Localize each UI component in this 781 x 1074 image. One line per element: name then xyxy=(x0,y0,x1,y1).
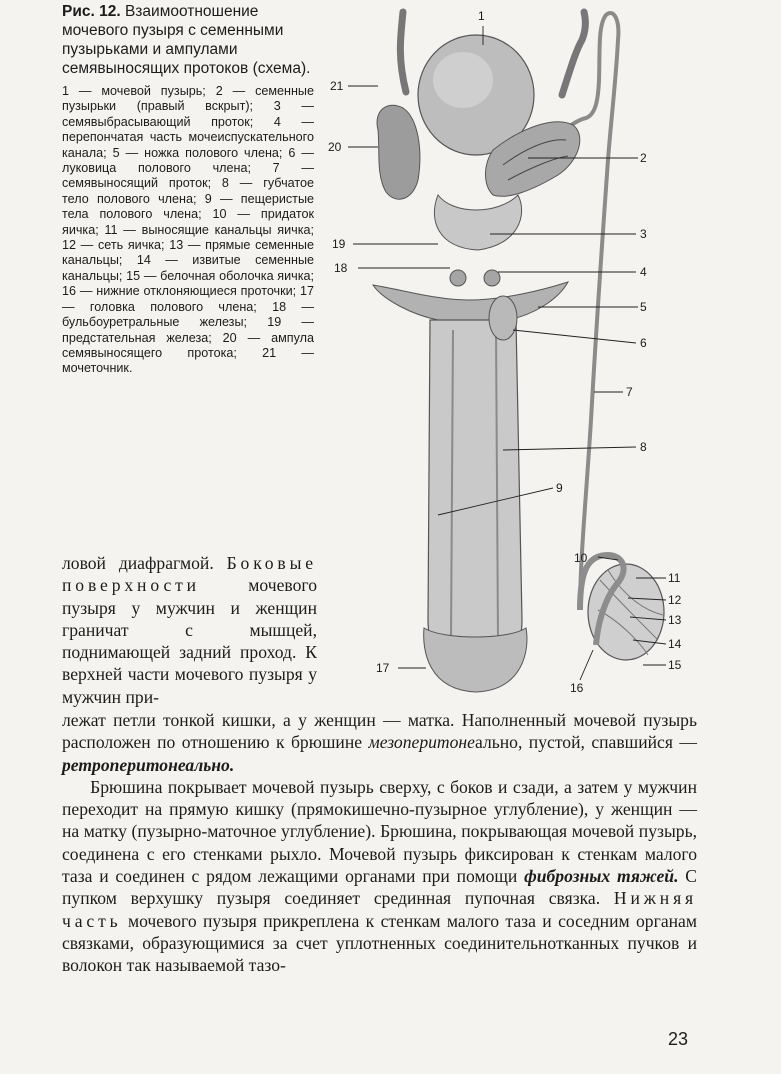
label-14: 14 xyxy=(668,637,682,651)
prostate xyxy=(434,195,521,250)
label-4: 4 xyxy=(640,265,647,279)
label-3: 3 xyxy=(640,227,647,241)
label-12: 12 xyxy=(668,593,682,607)
p2-text-c: мочевого пузыря прикреплена к стенкам малого таза и соседним органам связками, образующимися за счет уплотненных соединительнотканных пучков и волокон так называемой тазо- xyxy=(62,910,697,976)
page-number: 23 xyxy=(668,1029,689,1049)
p2-text-b: С пупком верхушку пузыря соединяет срединная пупочная связка. xyxy=(62,866,697,909)
p1-text-a: лежат петли тонкой кишки, а у женщин — матка. Наполненный мочевой пузырь расположен по отношению к брюшине xyxy=(62,710,697,753)
bulbourethral-gland-right xyxy=(484,270,500,286)
figure-caption xyxy=(62,2,314,377)
label-5: 5 xyxy=(640,300,647,314)
p2-text-a: Брюшина покрывает мочевой пузырь сверху, с боков и сзади, а затем у мужчин переходит на прямую кишку (прямокишечно-пузырное углубление), у женщин — на матку (пузырно-маточное углубление). Брюшина, покрывающая мочевой пузырь, соединена с его стенками рыхло. Мочевой пузырь фиксирован к стенкам малого таза и соединен с рядом лежащими органами при помощи xyxy=(62,776,697,887)
glans-penis xyxy=(424,628,527,692)
p2-term: фиброзных тяжей. xyxy=(524,866,679,887)
p1-text-b: ально, пустой, спавшийся — xyxy=(474,732,697,753)
side-text-part2: мочевого пузыря у мужчин и женщин граничат с мышцей, поднимающей задний проход. К верхней части мочевого пузыря у мужчин при- xyxy=(62,575,317,707)
label-20: 20 xyxy=(328,140,342,154)
label-21: 21 xyxy=(330,79,344,93)
penis-shaft xyxy=(428,320,522,670)
label-1: 1 xyxy=(478,9,485,23)
label-19: 19 xyxy=(332,237,346,251)
penis-crura xyxy=(373,282,568,320)
caption-legend: 1 — мочевой пузырь; 2 — семенные пузырьки (правый вскрыт); 3 — семявыбрасывающий проток; 4 — перепончатая часть мочеиспускательного канала; 5 — ножка полового члена; 6 — луковица полового члена; 7 — семявыносящий проток; 8 — губчатое тело полового члена; 9 — пещеристые тела полового члена; 10 — придаток яичка; 11 — выносящие канальцы яичка; 12 — сеть яичка; 13 — прямые семенные канальцы; 14 — извитые семенные канальцы; 15 — белочная оболочка яичка; 16 — нижние отклоняющиеся проточки; 17 — головка полового члена; 18 — бульбоуретральные железы; 19 — предстательная железа; 20 — ампула семявыносящего протока; 21 — мочеточник. xyxy=(62,84,314,376)
paragraph-2 xyxy=(62,776,697,977)
label-13: 13 xyxy=(668,613,682,627)
caption-figure-number: Рис. 12. xyxy=(62,3,121,20)
paragraph-1 xyxy=(62,709,697,776)
label-6: 6 xyxy=(640,336,647,350)
right-ureter xyxy=(562,12,585,95)
side-text-part1: ловой диафрагмой. xyxy=(62,553,214,573)
p2-spaced: Нижняя часть xyxy=(62,888,697,931)
label-9: 9 xyxy=(556,481,563,495)
side-column-text xyxy=(62,552,317,708)
label-18: 18 xyxy=(334,261,348,275)
label-7: 7 xyxy=(626,385,633,399)
label-17: 17 xyxy=(376,661,390,675)
main-text xyxy=(62,709,697,977)
label-11: 11 xyxy=(668,571,681,585)
caption-title xyxy=(62,2,314,78)
anatomy-illustration xyxy=(318,0,693,695)
label-2: 2 xyxy=(640,151,647,165)
p1-term-1: мезоперитоне xyxy=(368,732,475,753)
bulbourethral-gland-left xyxy=(450,270,466,286)
side-text-spaced: Боковые поверхности xyxy=(62,553,317,596)
caption-title-note: (схема). xyxy=(252,60,311,77)
label-10: 10 xyxy=(574,551,588,565)
label-16: 16 xyxy=(570,681,584,695)
label-15: 15 xyxy=(668,658,682,672)
penis-bulb xyxy=(489,296,517,340)
label-8: 8 xyxy=(640,440,647,454)
p1-term-2: ретроперитонеально. xyxy=(62,754,235,775)
left-ureter xyxy=(400,12,406,92)
caption-title-text: Взаимоотношение мочевого пузыря с семенными пузырьками и ампулами семявыносящих протоков xyxy=(62,3,284,77)
vas-deferens xyxy=(543,13,618,610)
left-seminal-vesicle xyxy=(377,105,420,199)
